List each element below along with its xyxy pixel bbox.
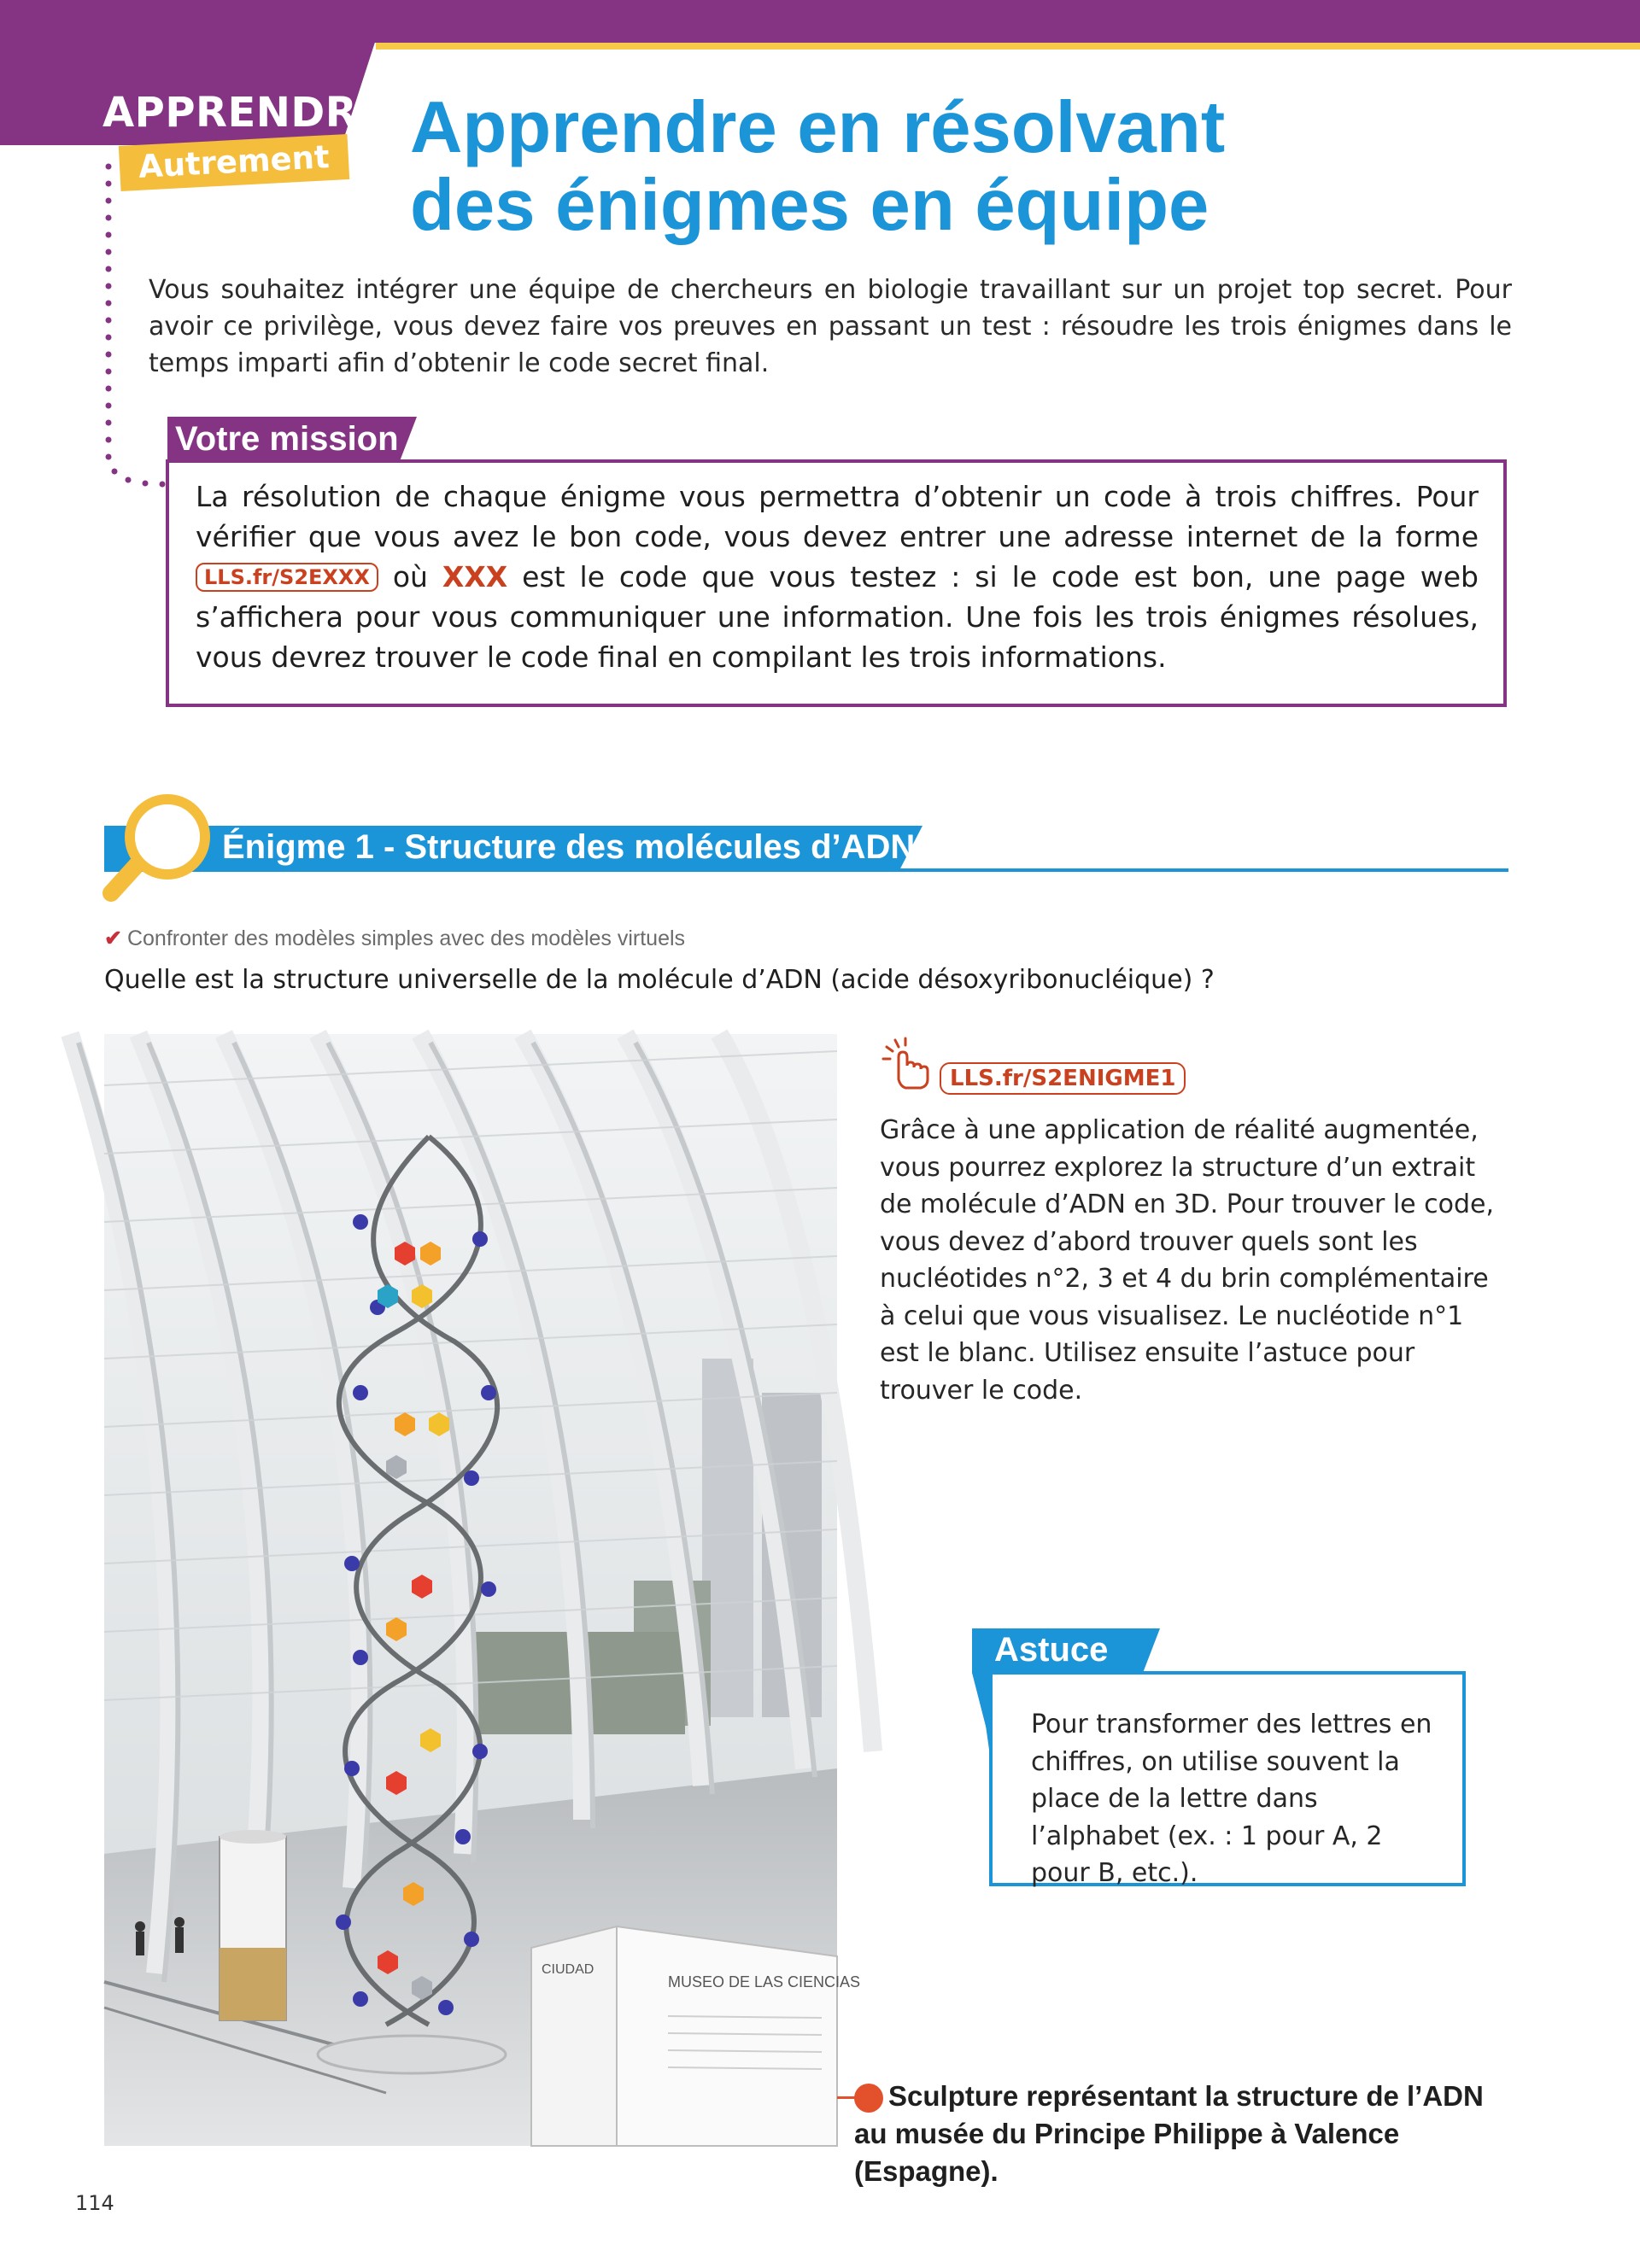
skill-line — [104, 926, 685, 951]
enigme-question: Quelle est la structure universelle de la molécule d’ADN (acide désoxyribonucléique) ? — [104, 965, 1215, 995]
photo-sign-museo: MUSEO DE LAS CIENCIAS — [668, 1973, 861, 1990]
astuce-text: Pour transformer des lettres en chiffres, on utilise souvent la place de la lettre dans l’alphabet (ex. : 1 pour A, 2 pour B, etc.). — [1031, 1710, 1432, 1888]
astuce-label: Astuce — [994, 1631, 1109, 1669]
photo-caption: Sculpture représentant la structure de l’ADN au musée du Principe Philippe à Valence (Espagne). — [854, 2080, 1484, 2187]
enigme-link[interactable]: LLS.fr/S2ENIGME1 — [940, 1062, 1186, 1095]
mission-xxx: XXX — [442, 560, 508, 593]
mission-text-part2: où — [378, 560, 442, 593]
top-accent-line — [376, 43, 1640, 50]
caption-connector — [837, 2096, 856, 2099]
logo-badge: Autrement — [119, 134, 349, 191]
enigme-title: Énigme 1 - Structure des molécules d’ADN — [222, 828, 916, 866]
check-icon: ✔ — [104, 926, 122, 950]
mission-text-part1: La résolution de chaque énigme vous permettra d’obtenir un code à trois chiffres. Pour vérifier que vous avez le bon code, vous devez entrer une adresse internet de la forme — [196, 480, 1479, 553]
magnifier-icon — [96, 792, 215, 912]
skill-text: Confronter des modèles simples avec des modèles virtuels — [126, 926, 686, 950]
mission-text-part3: est le code que vous testez : si le code est bon, une page web s’affichera pour vous communiquer une information. Une fois les trois énigmes résolues, vous devrez trouver le code final en compilant les trois informations. — [196, 560, 1479, 674]
logo-title: APPRENDRE — [102, 89, 386, 137]
page-number: 114 — [75, 2191, 114, 2215]
mission-label: Votre mission — [175, 420, 399, 458]
enigme-description: Grâce à une application de réalité augmentée, vous pourrez explorez la structure d’un extrait de molécule d’ADN en 3D. Pour trouver le code, vous devez d’abord trouver quels sont les nucléotides n°2, 3 et 4 du brin complémentaire à celui que vous visualisez. Le nucléotide n°1 est le blanc. Utilisez ensuite l’astuce pour trouver le code. — [880, 1115, 1495, 1406]
page-title — [410, 89, 1606, 244]
hand-click-icon — [880, 1035, 934, 1090]
mission-url-link[interactable]: LLS.fr/S2EXXX — [196, 563, 378, 592]
page-title-line1: Apprendre en résolvant — [410, 87, 1226, 168]
intro-paragraph: Vous souhaitez intégrer une équipe de chercheurs en biologie travaillant sur un projet top secret. Pour avoir ce privilège, vous devez faire vos preuves en passant un test : résoudre les trois énigmes dans le temps imparti afin d’obtenir le code secret final. — [149, 275, 1512, 378]
page-title-line2: des énigmes en équipe — [410, 165, 1210, 246]
dna-sculpture-photo — [104, 1034, 861, 2146]
mission-text — [196, 476, 1479, 677]
photo-sign-ciudad: CIUDAD — [542, 1962, 594, 1977]
